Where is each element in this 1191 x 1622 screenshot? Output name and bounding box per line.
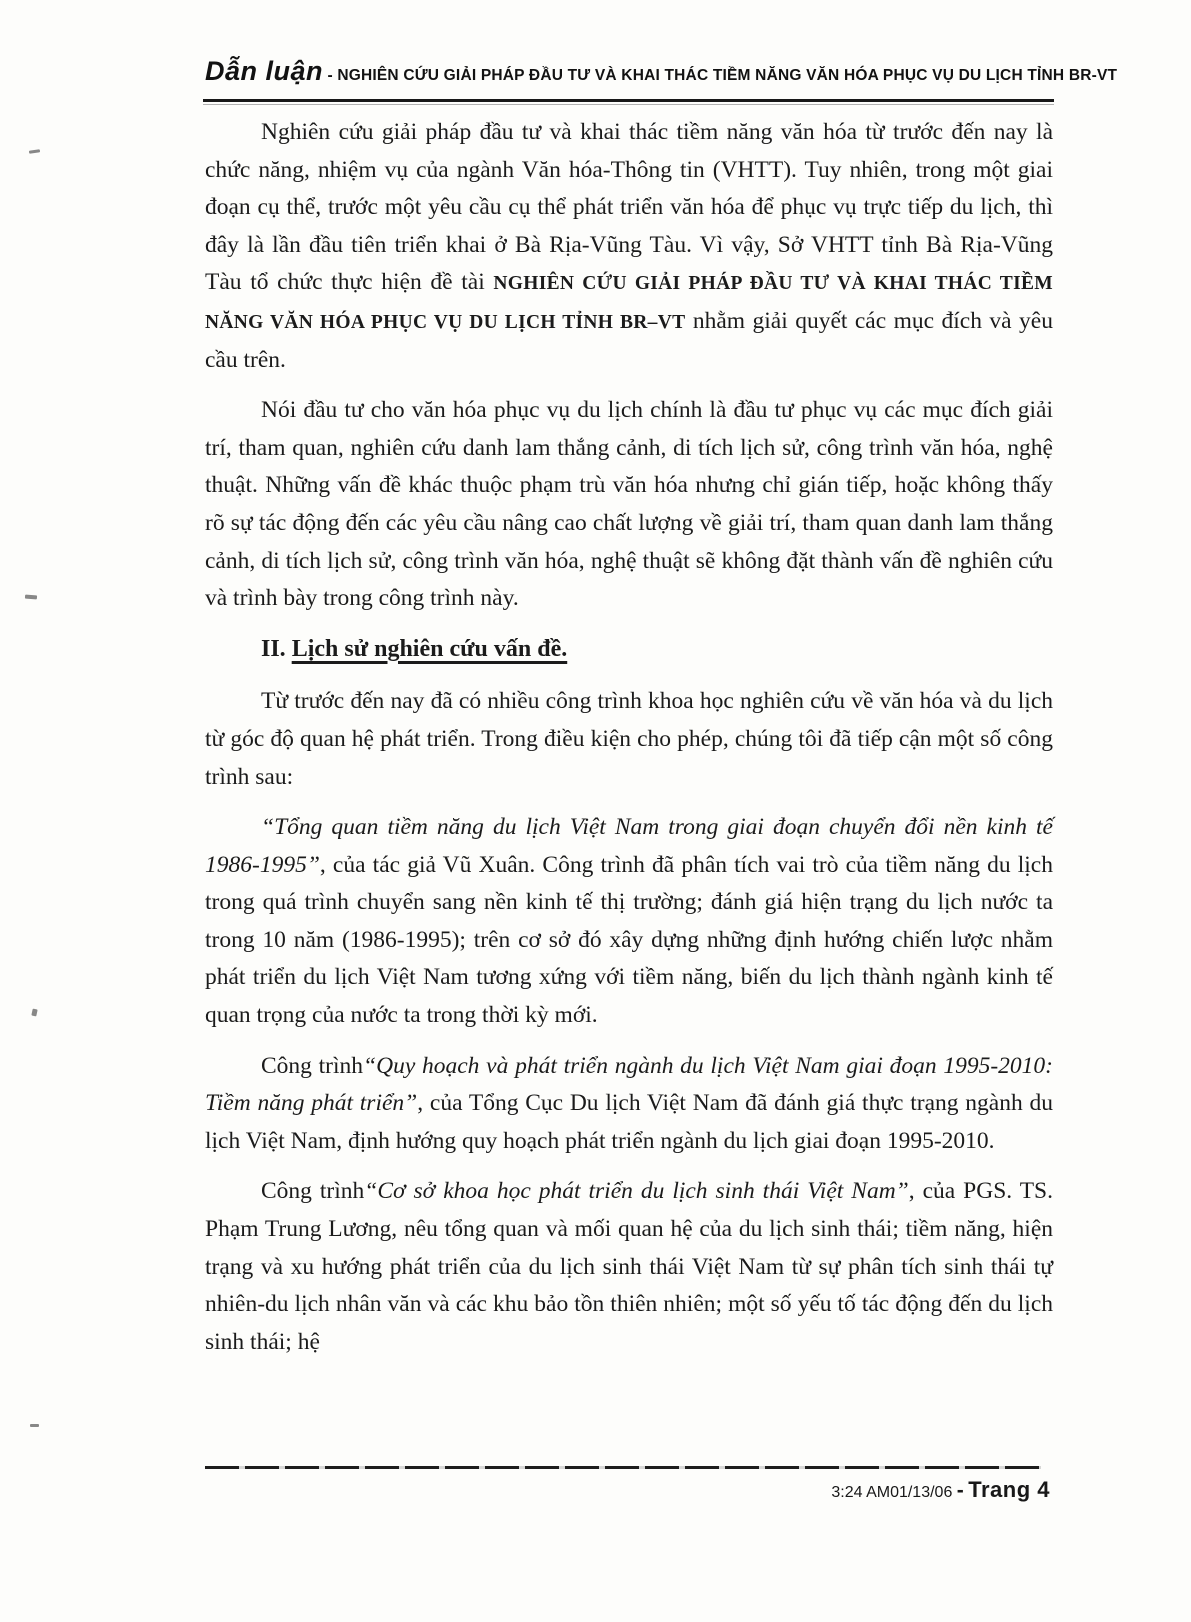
header-divider (203, 99, 1054, 102)
text-segment: “Tổng quan tiềm năng du lịch Việt Nam trong giai đoạn chuyển đổi nền kinh tế 1986-1995” (205, 814, 1053, 878)
footer-page-number: Trang 4 (968, 1477, 1050, 1502)
text-segment: Công trình (261, 1052, 364, 1079)
paragraph (205, 114, 1053, 379)
scan-artifact (31, 1009, 37, 1017)
paragraph (205, 392, 1053, 618)
paragraph (205, 683, 1053, 796)
scan-artifact (25, 595, 37, 600)
text-segment: Lịch sử nghiên cứu vấn đề. (291, 635, 568, 662)
text-segment: Công trình (261, 1178, 365, 1205)
text-segment: Nói đầu tư cho văn hóa phục vụ du lịch chính là đầu tư phục vụ các mục đích giải trí, tham quan, nghiên cứu danh lam thắng cảnh, di tích lịch sử, công trình văn hóa, nghệ thuật. Những vấn đề khác thuộc phạm trù văn hóa nhưng chỉ gián tiếp, hoặc không thấy rõ sự tác động đến các yêu cầu nâng cao chất lượng về giải trí, tham quan danh lam thắng cảnh, di tích lịch sử, công trình văn hóa, nghệ thuật sẽ không đặt thành vấn đề nghiên cứu và trình bày trong công trình này. (205, 397, 1053, 612)
text-segment: Nghiên cứu giải pháp đầu tư và khai thác tiềm năng văn hóa từ trước đến nay là chức năng, nhiệm vụ của ngành Văn hóa-Thông tin (VHTT). Tuy nhiên, trong một giai đoạn cụ thể, trước một yêu cầu cụ thể phát triển văn hóa để phục vụ trực tiếp du lịch, thì đây là lần đầu tiên triển khai ở Bà Rịa-Vũng Tàu. Vì vậy, Sở VHTT tỉnh Bà Rịa-Vũng Tàu tổ chức thực hiện đề tài (205, 119, 1053, 296)
paragraph (205, 1173, 1053, 1361)
footer-separator: - (956, 1479, 964, 1502)
text-segment: Từ trước đến nay đã có nhiều công trình khoa học nghiên cứu về văn hóa và du lịch từ góc độ quan hệ phát triển. Trong điều kiện cho phép, chúng tôi đã tiếp cận một số công trình sau: (205, 688, 1053, 790)
paragraph (205, 1048, 1053, 1161)
text-segment: “Quy hoạch và phát triển ngành du lịch Việt Nam giai đoạn 1995-2010: Tiềm năng phát triển” (205, 1052, 1054, 1117)
document-body (205, 114, 1053, 1374)
footer-divider (205, 1466, 1041, 1469)
text-segment: “Cơ sở khoa học phát triển du lịch sinh thái Việt Nam” (364, 1178, 909, 1205)
paragraph (205, 809, 1053, 1035)
header-title: Dẫn luận (205, 56, 324, 86)
text-segment: II. (261, 635, 292, 662)
header-divider-echo (203, 104, 1054, 105)
page-header (205, 56, 1118, 87)
text-segment: , của tác giả Vũ Xuân. Công trình đã phân tích vai trò của tiềm năng du lịch trong quá trình chuyển sang nền kinh tế thị trường; đánh giá hiện trạng du lịch nước ta trong 10 năm (1986-1995); trên cơ sở đó xây dựng những định hướng chiến lược nhằm phát triển du lịch Việt Nam tương xứng với tiềm năng, biến du lịch thành ngành kinh tế quan trọng của nước ta trong thời kỳ mới. (205, 851, 1053, 1029)
text-segment: , của PGS. TS. Phạm Trung Lương, nêu tổng quan và mối quan hệ của du lịch sinh thái; tiềm năng, hiện trạng và xu hướng phát triển của du lịch sinh thái Việt Nam từ sự phân tích sinh thái tự nhiên-du lịch nhân văn và các khu bảo tồn thiên nhiên; một số yếu tố tác động đến du lịch sinh thái; hệ (205, 1178, 1053, 1355)
scan-artifact (30, 1424, 39, 1427)
footer-timestamp: 3:24 AM01/13/06 (831, 1484, 953, 1501)
scan-artifact (29, 149, 40, 154)
section-heading (205, 631, 1053, 669)
page-footer (205, 1477, 1050, 1503)
text-segment: , của Tổng Cục Du lịch Việt Nam đã đánh giá thực trạng ngành du lịch Việt Nam, định hướng quy hoạch phát triển ngành du lịch giai đoạn 1995-2010. (205, 1090, 1053, 1154)
text-segment: NGHIÊN CỨU GIẢI PHÁP ĐẦU TƯ VÀ KHAI THÁC TIỀM NĂNG VĂN HÓA PHỤC VỤ DU LỊCH TỈNH BR–VT (205, 273, 1053, 333)
header-subtitle: - NGHIÊN CỨU GIẢI PHÁP ĐẦU TƯ VÀ KHAI THÁC TIỀM NĂNG VĂN HÓA PHỤC VỤ DU LỊCH TỈNH BR-VT (327, 67, 1118, 84)
text-segment: nhằm giải quyết các mục đích và yêu cầu trên. (205, 307, 1053, 373)
